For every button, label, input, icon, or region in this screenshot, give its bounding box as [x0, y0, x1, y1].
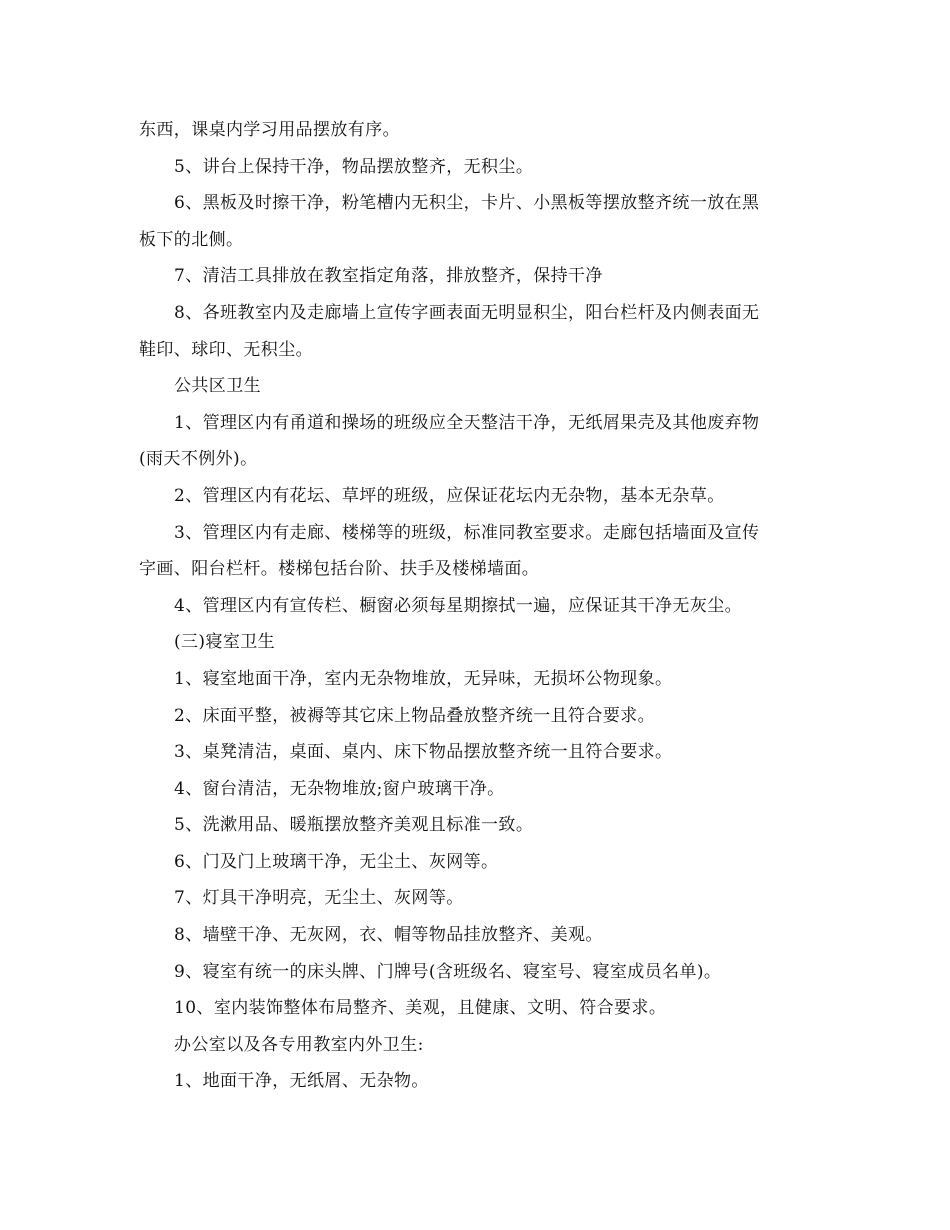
text-line: 4、管理区内有宣传栏、橱窗必须每星期擦拭一遍，应保证其干净无灰尘。 [174, 595, 743, 616]
text-line: 公共区卫生 [174, 376, 261, 397]
text-line: 6、门及门上玻璃干净，无尘土、灰网等。 [174, 851, 499, 872]
text-line: 办公室以及各专用教室内外卫生: [174, 1034, 424, 1055]
text-line: 鞋印、球印、无积尘。 [139, 339, 313, 360]
text-line: 1、寝室地面干净，室内无杂物堆放，无异味，无损坏公物现象。 [174, 668, 673, 689]
text-line: 东西，课桌内学习用品摆放有序。 [139, 120, 400, 140]
text-line: (雨天不例外)。 [139, 449, 258, 470]
text-line: 7、清洁工具排放在教室指定角落，排放整齐，保持干净 [174, 266, 603, 287]
text-line: 5、洗漱用品、暖瓶摆放整齐美观且标准一致。 [174, 815, 534, 836]
text-line: 8、各班教室内及走廊墙上宣传字画表面无明显积尘，阳台栏杆及内侧表面无 [174, 302, 760, 323]
text-line: 1、地面干净，无纸屑、无杂物。 [174, 1071, 429, 1092]
text-line: 5、讲台上保持干净，物品摆放整齐，无积尘。 [174, 156, 534, 177]
text-line: 9、寝室有统一的床头牌、门牌号(含班级名、寝室号、寝室成员名单)。 [174, 961, 722, 982]
text-line: 字画、阳台栏杆。楼梯包括台阶、扶手及楼梯墙面。 [139, 559, 540, 580]
text-line: 1、管理区内有甬道和操场的班级应全天整洁干净，无纸屑果壳及其他废弃物 [174, 412, 760, 433]
text-line: 3、桌凳清洁，桌面、桌内、床下物品摆放整齐统一且符合要求。 [174, 742, 673, 763]
text-line: (三)寝室卫生 [174, 632, 276, 653]
text-line: 10、室内装饰整体布局整齐、美观，且健康、文明、符合要求。 [174, 998, 667, 1019]
text-line: 4、窗台清洁，无杂物堆放;窗户玻璃干净。 [174, 778, 505, 799]
text-line: 8、墙壁干净、无灰网，衣、帽等物品挂放整齐、美观。 [174, 925, 603, 946]
text-line: 2、床面平整，被褥等其它床上物品叠放整齐统一且符合要求。 [174, 705, 656, 726]
text-line: 3、管理区内有走廊、楼梯等的班级，标准同教室要求。走廊包括墙面及宣传 [174, 522, 760, 543]
document-body [139, 112, 811, 1100]
text-line: 板下的北侧。 [139, 229, 244, 250]
text-line: 7、灯具干净明亮，无尘土、灰网等。 [174, 888, 464, 909]
text-line: 6、黑板及时擦干净，粉笔槽内无积尘，卡片、小黑板等摆放整齐统一放在黑 [174, 193, 760, 214]
text-line: 2、管理区内有花坛、草坪的班级，应保证花坛内无杂物，基本无杂草。 [174, 485, 725, 506]
